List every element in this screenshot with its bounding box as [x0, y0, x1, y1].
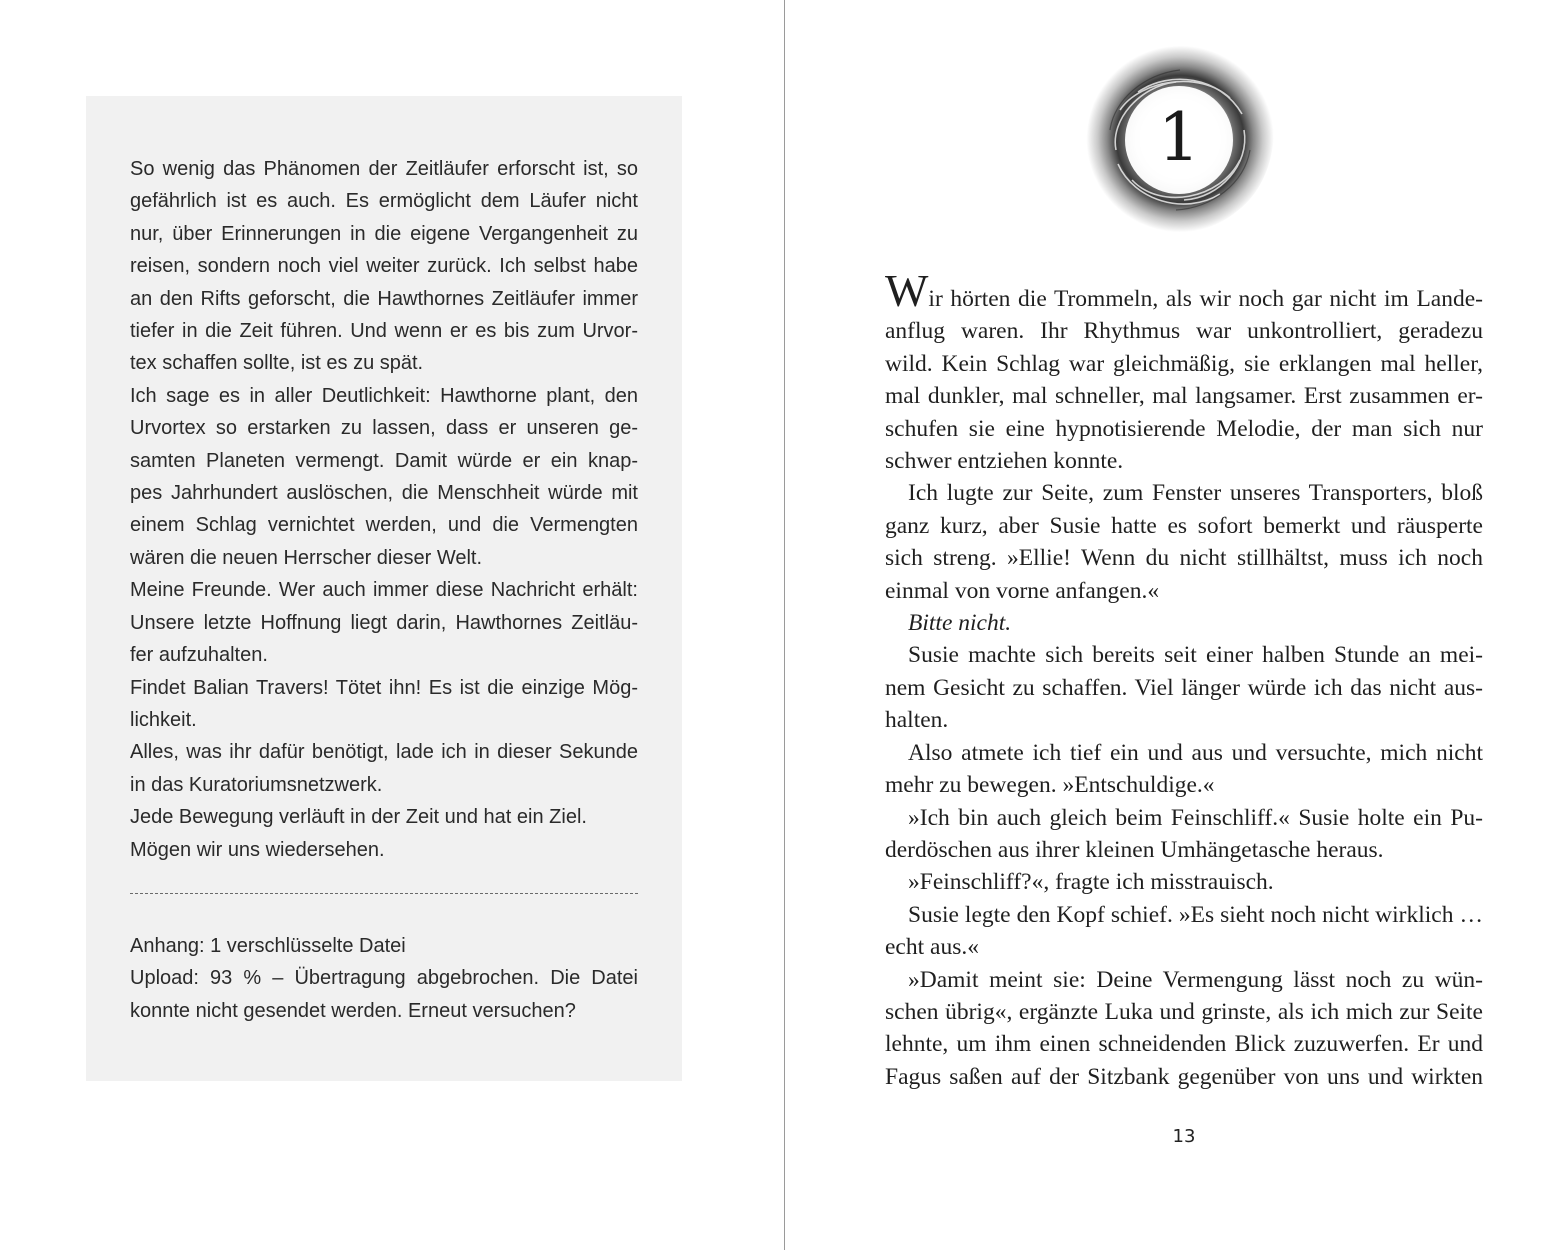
upload-status-line: konnte nicht gesendet werden. Erneut versuchen? — [130, 999, 576, 1022]
chapter-number: 1 — [1158, 98, 1200, 176]
message-line: Unsere letzte Hoffnung liegt darin, Hawthornes Zeitläu- — [130, 611, 638, 634]
message-body — [130, 153, 638, 866]
text-line — [885, 265, 1483, 316]
text-line: schen übrig«, ergänzte Luka und grinste, als ich mich zur Seite — [885, 998, 1483, 1025]
dashed-divider — [130, 893, 638, 894]
chapter-emblem — [1080, 40, 1278, 240]
text-line: »Damit meint sie: Deine Vermengung lässt noch zu wün- — [908, 966, 1483, 993]
text-line: Also atmete ich tief ein und aus und versuchte, mich nicht — [908, 739, 1483, 766]
text-line: schufen sie eine hypnotisierende Melodie, der man sich nur — [885, 415, 1483, 442]
message-line: in das Kuratoriumsnetzwerk. — [130, 773, 383, 796]
text-line: einmal von vorne anfangen.« — [885, 577, 1160, 604]
message-line: nur, über Erinnerungen in die eigene Vergangenheit zu — [130, 222, 638, 245]
text-line: Susie machte sich bereits seit einer halben Stunde an mei- — [908, 642, 1483, 669]
text-line: mehr zu bewegen. »Entschuldige.« — [885, 772, 1215, 799]
text-line: Fagus saßen auf der Sitzbank gegenüber von uns und wirkten — [885, 1063, 1483, 1090]
upload-status-line: Upload: 93 % – Übertragung abgebrochen. Die Datei — [130, 967, 638, 990]
attachment-label: Anhang: 1 verschlüsselte Datei — [130, 935, 406, 957]
attachment-block — [130, 930, 638, 1027]
text-line: echt aus.« — [885, 934, 979, 961]
message-line: Jede Bewegung verläuft in der Zeit und hat ein Ziel. — [130, 806, 587, 829]
text-line: anflug waren. Ihr Rhythmus war unkontrolliert, geradezu — [885, 318, 1483, 345]
message-line: reisen, sondern noch viel weiter zurück. Ich selbst habe — [130, 255, 638, 278]
message-line: Findet Balian Travers! Tötet ihn! Es ist die einzige Mög- — [130, 676, 638, 699]
text-line: »Feinschliff?«, fragte ich misstrauisch. — [908, 869, 1274, 896]
message-line: Meine Freunde. Wer auch immer diese Nachricht erhält: — [130, 579, 638, 602]
drop-cap: W — [885, 265, 929, 316]
message-line: Mögen wir uns wiedersehen. — [130, 838, 385, 861]
text-line: lehnte, um ihm einen schneidenden Blick zuzuwerfen. Er und — [885, 1031, 1483, 1058]
first-line-text: ir hörten die Trommeln, als wir noch gar nicht im Lande- — [928, 286, 1483, 312]
message-line: wären die neuen Herrscher dieser Welt. — [130, 546, 483, 569]
text-line: mal dunkler, mal schneller, mal langsamer. Erst zusammen er- — [885, 383, 1483, 410]
message-line: Ich sage es in aller Deutlichkeit: Hawthorne plant, den — [130, 384, 638, 407]
italic-text: Bitte nicht. — [908, 610, 1012, 637]
text-line: nem Gesicht zu schaffen. Viel länger würde ich das nicht aus- — [885, 674, 1483, 701]
message-line: tiefer in die Zeit führen. Und wenn er es bis zum Urvor- — [130, 320, 638, 343]
text-line: wild. Kein Schlag war gleichmäßig, sie erklangen mal heller, — [885, 350, 1483, 377]
message-line: pes Jahrhundert auslöschen, die Menschheit würde mit — [130, 482, 638, 505]
text-line: sich streng. »Ellie! Wenn du nicht stillhältst, muss ich noch — [885, 545, 1483, 572]
text-line: »Ich bin auch gleich beim Feinschliff.« Susie holte ein Pu- — [908, 804, 1483, 831]
message-line: So wenig das Phänomen der Zeitläufer erforscht ist, so — [130, 158, 638, 180]
message-line: Urvortex so erstarken zu lassen, dass er unseren ge- — [130, 417, 638, 440]
text-line: schwer entziehen konnte. — [885, 448, 1124, 475]
text-line — [885, 607, 1483, 639]
text-line: halten. — [885, 707, 949, 734]
message-line: fer aufzuhalten. — [130, 644, 268, 667]
message-box — [86, 96, 682, 1081]
message-line: einem Schlag vernichtet werden, und die Vermengten — [130, 514, 638, 537]
message-line: samten Planeten vermengt. Damit würde er ein knap- — [130, 449, 638, 472]
message-line: Alles, was ihr dafür benötigt, lade ich in dieser Sekunde — [130, 741, 638, 764]
page-number: 13 — [1172, 1126, 1196, 1147]
message-line: lichkeit. — [130, 708, 197, 731]
text-line: derdöschen aus ihrer kleinen Umhängetasche heraus. — [885, 836, 1384, 863]
text-line: Susie legte den Kopf schief. »Es sieht noch nicht wirklich … — [908, 901, 1483, 928]
message-line: gefährlich ist es auch. Es ermöglicht dem Läufer nicht — [130, 190, 638, 213]
text-line: ganz kurz, aber Susie hatte es sofort bemerkt und räusperte — [885, 512, 1483, 539]
page-gutter — [784, 0, 785, 1250]
message-line: tex schaffen sollte, ist es zu spät. — [130, 352, 424, 375]
text-line: Ich lugte zur Seite, zum Fenster unseres Transporters, bloß — [908, 480, 1483, 507]
chapter-text — [885, 265, 1483, 1093]
message-line: an den Rifts geforscht, die Hawthornes Zeitläufer immer — [130, 287, 638, 310]
